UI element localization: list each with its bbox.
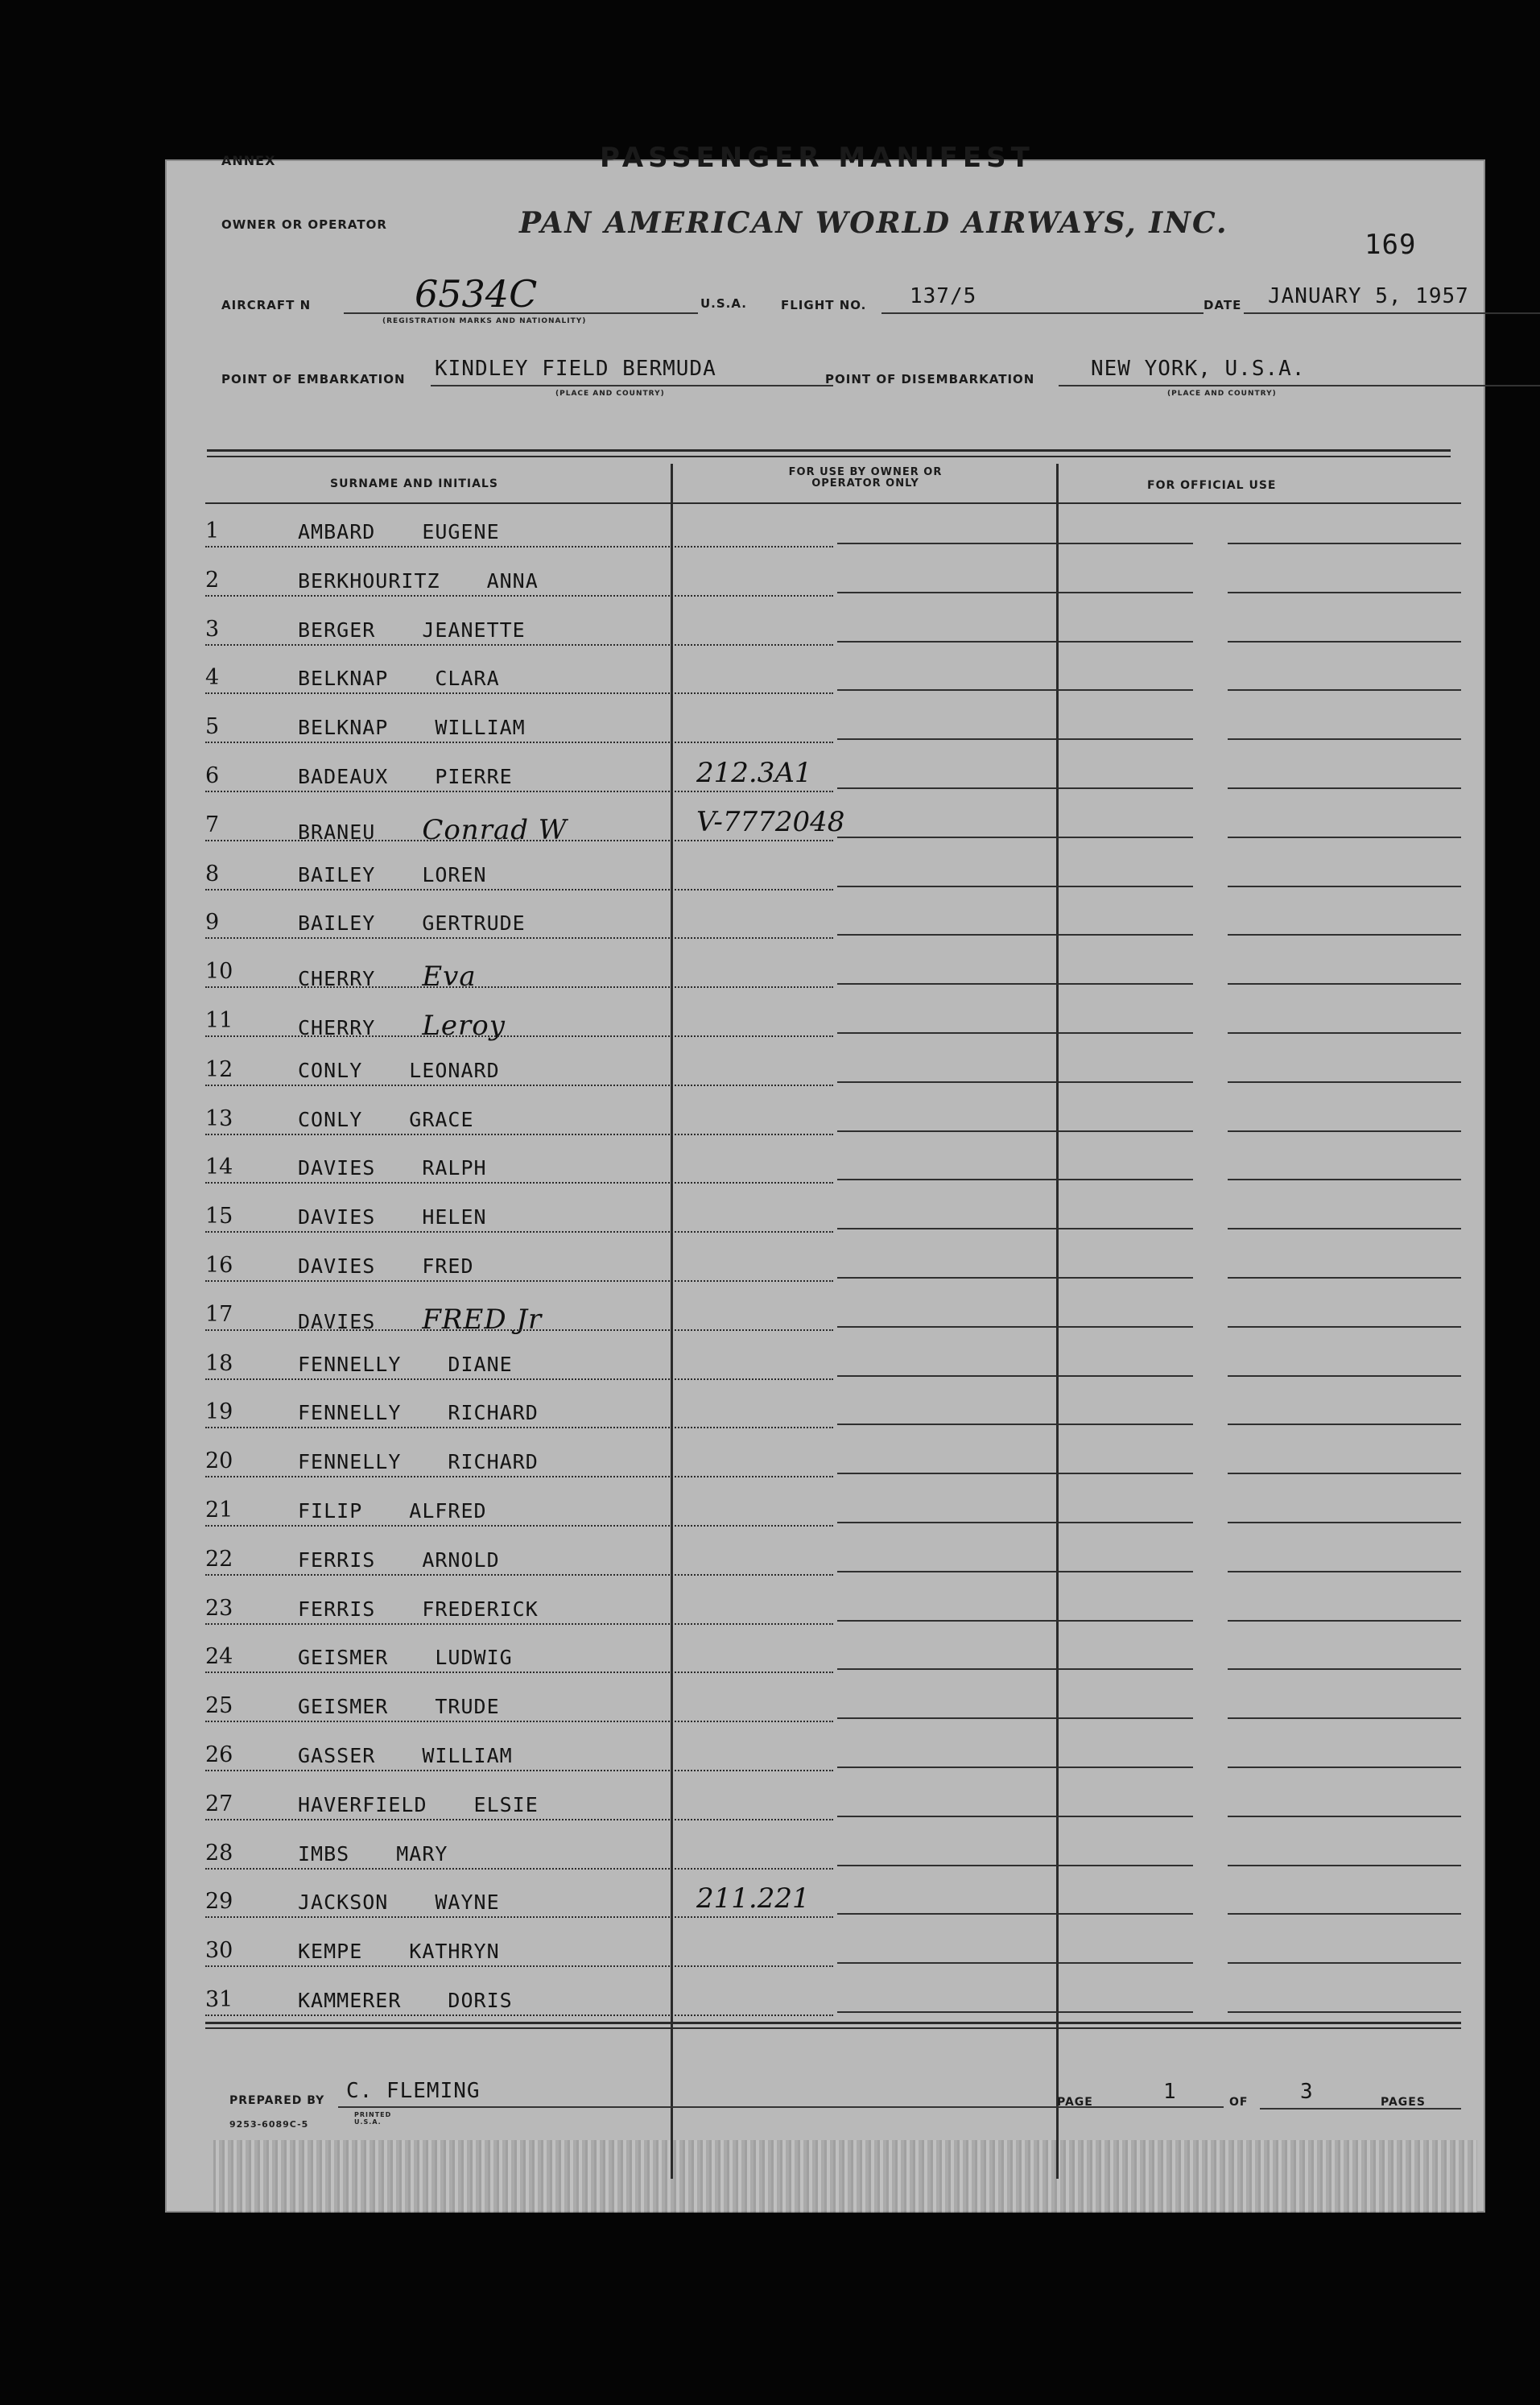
- owner-column-rule: [837, 689, 1193, 691]
- passenger-name: [298, 765, 513, 788]
- embark-value: KINDLEY FIELD BERMUDA: [435, 357, 716, 381]
- passenger-surname: BAILEY: [298, 862, 376, 886]
- passenger-surname: IMBS: [298, 1841, 350, 1866]
- passenger-name: [298, 1254, 474, 1278]
- row-number: 30: [205, 1938, 233, 1964]
- row-number: 3: [205, 616, 220, 642]
- prepared-label: PREPARED BY: [229, 2094, 325, 2107]
- passenger-name: [298, 1156, 487, 1180]
- passenger-name: [298, 863, 487, 886]
- row-rule: [205, 1770, 833, 1771]
- official-column-rule: [1228, 1620, 1461, 1622]
- aircraft-sub: (REGISTRATION MARKS AND NATIONALITY): [382, 317, 587, 325]
- passenger-surname: DAVIES: [298, 1254, 376, 1278]
- passenger-surname: BADEAUX: [298, 765, 389, 788]
- passenger-name: [298, 1450, 539, 1473]
- official-column-rule: [1228, 1913, 1461, 1915]
- official-column-rule: [1228, 2011, 1461, 2013]
- passenger-surname: CONLY: [298, 1107, 363, 1131]
- passenger-given-name: ELSIE: [473, 1792, 539, 1816]
- passenger-surname: GEISMER: [298, 1646, 389, 1670]
- row-rule: [205, 1085, 833, 1086]
- official-column-rule: [1228, 689, 1461, 691]
- official-column-rule: [1228, 1326, 1461, 1328]
- row-rule: [205, 889, 833, 891]
- passenger-surname: DAVIES: [298, 1205, 376, 1229]
- date-line: [1244, 312, 1540, 314]
- passenger-name: [298, 1744, 513, 1767]
- row-rule: [205, 1231, 833, 1233]
- flight-label: FLIGHT NO.: [781, 298, 867, 312]
- row-rule: [205, 1672, 833, 1673]
- passenger-given-name: LEONARD: [409, 1058, 500, 1082]
- passenger-name: [298, 1989, 513, 2012]
- owner-column-rule: [837, 1424, 1193, 1425]
- row-rule: [205, 1035, 833, 1037]
- passenger-surname: KEMPE: [298, 1940, 363, 1964]
- official-column-rule: [1228, 1375, 1461, 1377]
- passenger-given-name: Conrad W: [422, 813, 568, 846]
- passenger-given-name: RICHARD: [448, 1401, 539, 1425]
- row-rule: [205, 595, 833, 597]
- owner-column-rule: [837, 592, 1193, 593]
- flight-line: [881, 312, 1204, 314]
- manifest-sheet: [165, 142, 1485, 2213]
- passenger-surname: JACKSON: [298, 1891, 389, 1915]
- owner-column-rule: [837, 1522, 1193, 1523]
- table-bottom-rule: [205, 2022, 1461, 2024]
- row-rule: [205, 1574, 833, 1576]
- row-rule: [205, 1965, 833, 1967]
- official-column-rule: [1228, 592, 1461, 593]
- page-label: PAGE: [1057, 2096, 1093, 2109]
- of-line: [1260, 2108, 1461, 2110]
- row-rule: [205, 1476, 833, 1477]
- row-rule: [205, 1280, 833, 1282]
- passenger-given-name: ARNOLD: [422, 1548, 500, 1572]
- owner-note: 212.3A1: [696, 757, 812, 789]
- row-number: 31: [205, 1987, 233, 2012]
- row-number: 25: [205, 1693, 233, 1719]
- row-number: 20: [205, 1448, 233, 1474]
- embark-label: POINT OF EMBARKATION: [221, 372, 406, 386]
- passenger-given-name: FRED Jr: [422, 1303, 543, 1336]
- row-number: 19: [205, 1399, 233, 1425]
- official-column-rule: [1228, 1081, 1461, 1083]
- passenger-given-name: WILLIAM: [435, 716, 526, 740]
- passenger-given-name: RICHARD: [448, 1450, 539, 1474]
- row-number: 9: [205, 910, 220, 936]
- owner-column-rule: [837, 886, 1193, 887]
- passenger-name: [298, 814, 568, 846]
- row-number: 28: [205, 1840, 233, 1866]
- passenger-given-name: DIANE: [448, 1352, 513, 1376]
- row-rule: [205, 1182, 833, 1184]
- row-number: 16: [205, 1253, 233, 1278]
- header-rule-top: [207, 449, 1451, 452]
- official-column-rule: [1228, 934, 1461, 936]
- page-value: 1: [1163, 2080, 1177, 2104]
- row-rule: [205, 937, 833, 939]
- row-rule: [205, 2014, 833, 2016]
- airline-name: PAN AMERICAN WORLD AIRWAYS, INC.: [519, 206, 1228, 240]
- owner-label: OWNER OR OPERATOR: [221, 217, 387, 232]
- passenger-surname: AMBARD: [298, 520, 376, 543]
- row-rule: [205, 1623, 833, 1625]
- owner-column-rule: [837, 1620, 1193, 1622]
- row-rule: [205, 1329, 833, 1331]
- passenger-given-name: WILLIAM: [422, 1744, 513, 1767]
- row-rule: [205, 1378, 833, 1380]
- official-column-rule: [1228, 983, 1461, 985]
- passenger-surname: FENNELLY: [298, 1352, 402, 1376]
- row-number: 24: [205, 1644, 233, 1670]
- official-column-rule: [1228, 738, 1461, 740]
- owner-column-rule: [837, 983, 1193, 985]
- passenger-given-name: Leroy: [422, 1010, 506, 1042]
- official-column-rule: [1228, 1668, 1461, 1670]
- passenger-surname: FENNELLY: [298, 1401, 402, 1425]
- passenger-given-name: CLARA: [435, 667, 500, 691]
- row-number: 15: [205, 1204, 233, 1229]
- passenger-name: [298, 1010, 506, 1042]
- passenger-surname: DAVIES: [298, 1309, 376, 1333]
- date-label: DATE: [1204, 298, 1242, 312]
- official-column-rule: [1228, 1962, 1461, 1964]
- flight-value: 137/5: [910, 284, 977, 308]
- passenger-name: [298, 716, 526, 739]
- owner-column-rule: [837, 1179, 1193, 1180]
- official-column-rule: [1228, 886, 1461, 887]
- row-number: 4: [205, 665, 220, 691]
- passenger-surname: CHERRY: [298, 967, 376, 991]
- row-number: 14: [205, 1155, 233, 1180]
- passenger-name: [298, 1059, 500, 1082]
- row-number: 7: [205, 812, 220, 837]
- official-column-rule: [1228, 1473, 1461, 1474]
- owner-column-rule: [837, 738, 1193, 740]
- official-column-rule: [1228, 837, 1461, 838]
- printed-mark: PRINTED U.S.A.: [354, 2111, 392, 2126]
- pages-label: PAGES: [1381, 2096, 1426, 2109]
- row-number: 29: [205, 1889, 233, 1915]
- owner-note: 211.221: [696, 1882, 810, 1915]
- col-official-header: FOR OFFICIAL USE: [1147, 479, 1277, 492]
- row-number: 21: [205, 1498, 233, 1523]
- passenger-name: [298, 1401, 539, 1424]
- row-rule: [205, 644, 833, 646]
- column-divider-2: [1056, 464, 1059, 2179]
- passenger-surname: CHERRY: [298, 1016, 376, 1039]
- official-column-rule: [1228, 543, 1461, 544]
- sheet-number: 169: [1365, 229, 1417, 261]
- official-column-rule: [1228, 1865, 1461, 1866]
- owner-column-rule: [837, 1865, 1193, 1866]
- row-rule: [205, 1819, 833, 1820]
- row-rule: [205, 1134, 833, 1135]
- owner-column-rule: [837, 1668, 1193, 1670]
- top-left-fragment: ANNEX: [221, 153, 276, 168]
- row-number: 10: [205, 959, 233, 985]
- passenger-given-name: FRED: [422, 1254, 474, 1278]
- owner-column-rule: [837, 1130, 1193, 1132]
- owner-column-rule: [837, 1081, 1193, 1083]
- row-number: 17: [205, 1301, 233, 1327]
- passenger-surname: KAMMERER: [298, 1989, 402, 2012]
- passenger-name: [298, 520, 500, 543]
- passenger-surname: BERGER: [298, 618, 376, 642]
- passenger-surname: BRANEU: [298, 820, 376, 844]
- disembark-value: NEW YORK, U.S.A.: [1091, 357, 1306, 381]
- row-number: 26: [205, 1742, 233, 1767]
- row-number: 5: [205, 714, 220, 740]
- row-number: 12: [205, 1056, 233, 1082]
- passenger-given-name: LUDWIG: [435, 1646, 513, 1670]
- official-column-rule: [1228, 641, 1461, 643]
- aircraft-value: 6534C: [415, 272, 538, 316]
- official-column-rule: [1228, 1571, 1461, 1572]
- disembark-sub: (PLACE AND COUNTRY): [1167, 390, 1277, 398]
- official-column-rule: [1228, 1179, 1461, 1180]
- official-column-rule: [1228, 1522, 1461, 1523]
- passenger-name: [298, 1891, 500, 1914]
- passenger-surname: HAVERFIELD: [298, 1792, 427, 1816]
- passenger-given-name: PIERRE: [435, 765, 513, 788]
- row-number: 8: [205, 861, 220, 886]
- passenger-name: [298, 667, 500, 690]
- passenger-name: [298, 961, 477, 993]
- owner-column-rule: [837, 1375, 1193, 1377]
- passenger-surname: FERRIS: [298, 1548, 376, 1572]
- owner-column-rule: [837, 1717, 1193, 1719]
- passenger-given-name: DORIS: [448, 1989, 513, 2012]
- owner-column-rule: [837, 787, 1193, 789]
- passenger-name: [298, 1940, 500, 1963]
- official-column-rule: [1228, 1130, 1461, 1132]
- embark-line: [431, 385, 833, 386]
- passenger-given-name: ALFRED: [409, 1499, 487, 1523]
- row-number: 6: [205, 763, 220, 788]
- passenger-given-name: TRUDE: [435, 1695, 500, 1719]
- passenger-name: [298, 618, 526, 642]
- usa-label: U.S.A.: [700, 296, 747, 311]
- passenger-given-name: GRACE: [409, 1107, 474, 1131]
- passenger-name: [298, 911, 526, 935]
- row-rule: [205, 791, 833, 792]
- row-rule: [205, 1721, 833, 1722]
- passenger-surname: FERRIS: [298, 1597, 376, 1621]
- passenger-surname: BELKNAP: [298, 716, 389, 740]
- official-column-rule: [1228, 1816, 1461, 1817]
- form-code: 9253-6089C-5: [229, 2119, 309, 2130]
- passenger-given-name: HELEN: [422, 1205, 487, 1229]
- form-title: PASSENGER MANIFEST: [600, 142, 1034, 174]
- row-number: 27: [205, 1791, 233, 1816]
- official-column-rule: [1228, 1032, 1461, 1034]
- table-bottom-rule-2: [205, 2027, 1461, 2029]
- passenger-name: [298, 1205, 487, 1229]
- passenger-surname: GEISMER: [298, 1695, 389, 1719]
- row-number: 13: [205, 1105, 233, 1131]
- passenger-name: [298, 1695, 500, 1718]
- owner-column-rule: [837, 934, 1193, 936]
- row-rule: [205, 546, 833, 548]
- owner-column-rule: [837, 1962, 1193, 1964]
- row-rule: [205, 1427, 833, 1428]
- owner-column-rule: [837, 837, 1193, 838]
- owner-column-rule: [837, 1571, 1193, 1572]
- date-value: JANUARY 5, 1957: [1268, 284, 1469, 308]
- row-number: 22: [205, 1546, 233, 1572]
- passenger-surname: BERKHOURITZ: [298, 568, 440, 593]
- official-column-rule: [1228, 1277, 1461, 1279]
- passenger-name: [298, 1108, 474, 1131]
- col-names-header: SURNAME AND INITIALS: [330, 477, 498, 490]
- passenger-surname: GASSER: [298, 1744, 376, 1767]
- official-column-rule: [1228, 1424, 1461, 1425]
- disembark-label: POINT OF DISEMBARKATION: [825, 372, 1035, 386]
- owner-column-rule: [837, 1473, 1193, 1474]
- passenger-name: [298, 1646, 513, 1669]
- passenger-name: [298, 1597, 539, 1621]
- embark-sub: (PLACE AND COUNTRY): [555, 390, 665, 398]
- row-rule: [205, 986, 833, 988]
- row-rule: [205, 840, 833, 841]
- owner-column-rule: [837, 543, 1193, 544]
- official-column-rule: [1228, 1228, 1461, 1229]
- row-number: 2: [205, 567, 220, 593]
- official-column-rule: [1228, 787, 1461, 789]
- row-number: 18: [205, 1350, 233, 1376]
- passenger-name: [298, 1793, 539, 1816]
- passenger-given-name: GERTRUDE: [422, 911, 526, 936]
- row-rule: [205, 1525, 833, 1527]
- official-column-rule: [1228, 1717, 1461, 1719]
- row-rule: [205, 1868, 833, 1870]
- owner-column-rule: [837, 641, 1193, 643]
- disembark-line: [1059, 385, 1540, 386]
- header-rule-bottom: [205, 502, 1461, 504]
- passenger-surname: BAILEY: [298, 911, 376, 936]
- row-number: 11: [205, 1008, 233, 1033]
- passenger-surname: FENNELLY: [298, 1450, 402, 1474]
- row-number: 1: [205, 519, 220, 543]
- passenger-given-name: Eva: [422, 961, 477, 994]
- owner-column-rule: [837, 1228, 1193, 1229]
- passenger-given-name: ANNA: [486, 568, 539, 593]
- passenger-name: [298, 1353, 513, 1376]
- owner-column-rule: [837, 1816, 1193, 1817]
- paper-grain: [213, 2140, 1477, 2213]
- official-column-rule: [1228, 1767, 1461, 1768]
- passenger-given-name: EUGENE: [422, 520, 500, 543]
- col-owner-header: FOR USE BY OWNER OR OPERATOR ONLY: [788, 466, 943, 490]
- row-rule: [205, 1916, 833, 1918]
- prepared-value: C. FLEMING: [346, 2079, 481, 2103]
- passenger-given-name: WAYNE: [435, 1891, 500, 1915]
- passenger-surname: BELKNAP: [298, 667, 389, 691]
- owner-column-rule: [837, 2011, 1193, 2013]
- owner-note: V-7772048: [696, 805, 845, 838]
- passenger-name: [298, 1304, 542, 1336]
- row-rule: [205, 692, 833, 694]
- row-rule: [205, 742, 833, 743]
- owner-column-rule: [837, 1326, 1193, 1328]
- passenger-surname: DAVIES: [298, 1156, 376, 1180]
- owner-column-rule: [837, 1913, 1193, 1915]
- owner-column-rule: [837, 1277, 1193, 1279]
- of-label: OF: [1229, 2096, 1249, 2109]
- owner-column-rule: [837, 1767, 1193, 1768]
- passenger-surname: CONLY: [298, 1058, 363, 1082]
- passenger-name: [298, 1548, 500, 1572]
- of-value: 3: [1300, 2080, 1314, 2104]
- passenger-given-name: RALPH: [422, 1156, 487, 1180]
- passenger-name: [298, 1842, 448, 1866]
- header-rule-top-2: [207, 456, 1451, 457]
- passenger-surname: FILIP: [298, 1499, 363, 1523]
- owner-column-rule: [837, 1032, 1193, 1034]
- column-divider-1: [671, 464, 673, 2179]
- passenger-name: [298, 1499, 487, 1523]
- passenger-given-name: JEANETTE: [422, 618, 526, 642]
- passenger-given-name: MARY: [396, 1841, 448, 1866]
- passenger-given-name: KATHRYN: [409, 1940, 500, 1964]
- passenger-name: [298, 569, 539, 593]
- passenger-given-name: LOREN: [422, 862, 487, 886]
- row-number: 23: [205, 1595, 233, 1621]
- passenger-given-name: FREDERICK: [422, 1597, 539, 1621]
- aircraft-label: AIRCRAFT N: [221, 298, 312, 312]
